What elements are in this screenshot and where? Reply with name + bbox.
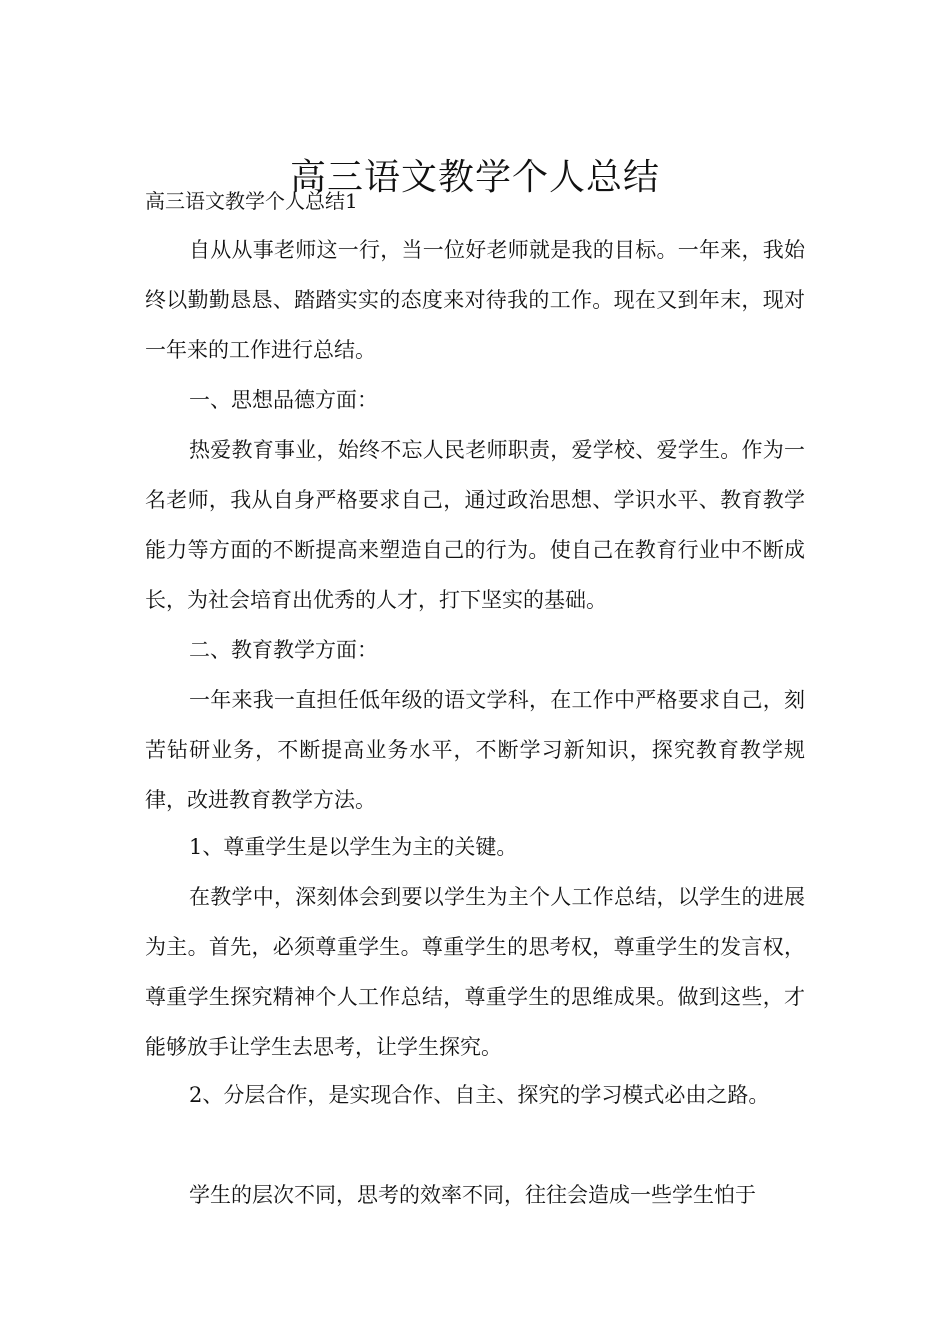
paragraph-intro: 自从从事老师这一行，当一位好老师就是我的目标。一年来，我始终以勤勤恳恳、踏踏实实的态度来对待我的工作。现在又到年末，现对一年来的工作进行总结。	[145, 238, 805, 362]
point-heading-respect: 1、尊重学生是以学生为主的关键。	[189, 835, 518, 859]
paragraph-teaching: 一年来我一直担任低年级的语文学科，在工作中严格要求自己，刻苦钻研业务，不断提高业务水平，不断学习新知识，探究教育教学规律，改进教育教学方法。	[145, 688, 805, 812]
paragraph-respect: 在教学中，深刻体会到要以学生为主个人工作总结，以学生的进展为主。首先，必须尊重学生。尊重学生的思考权，尊重学生的发言权，尊重学生探究精神个人工作总结，尊重学生的思维成果。做到这些，才能够放手让学生去思考，让学生探究。	[145, 885, 805, 1059]
paragraph-ideology: 热爱教育事业，始终不忘人民老师职责，爱学校、爱学生。作为一名老师，我从自身严格要求自己，通过政治思想、学识水平、教育教学能力等方面的不断提高来塑造自己的行为。使自己在教育行业中不断成长，为社会培育出优秀的人才，打下坚实的基础。	[145, 438, 805, 612]
document-subtitle: 高三语文教学个人总结1	[145, 189, 358, 213]
document-title: 高三语文教学个人总结	[289, 157, 660, 199]
section-heading-teaching: 二、教育教学方面：	[189, 638, 378, 662]
paragraph-cooperation: 学生的层次不同，思考的效率不同，往往会造成一些学生怕于	[189, 1183, 756, 1207]
point-heading-cooperation: 2、分层合作，是实现合作、自主、探究的学习模式必由之路。	[189, 1083, 770, 1107]
section-heading-ideology: 一、思想品德方面：	[189, 388, 378, 412]
